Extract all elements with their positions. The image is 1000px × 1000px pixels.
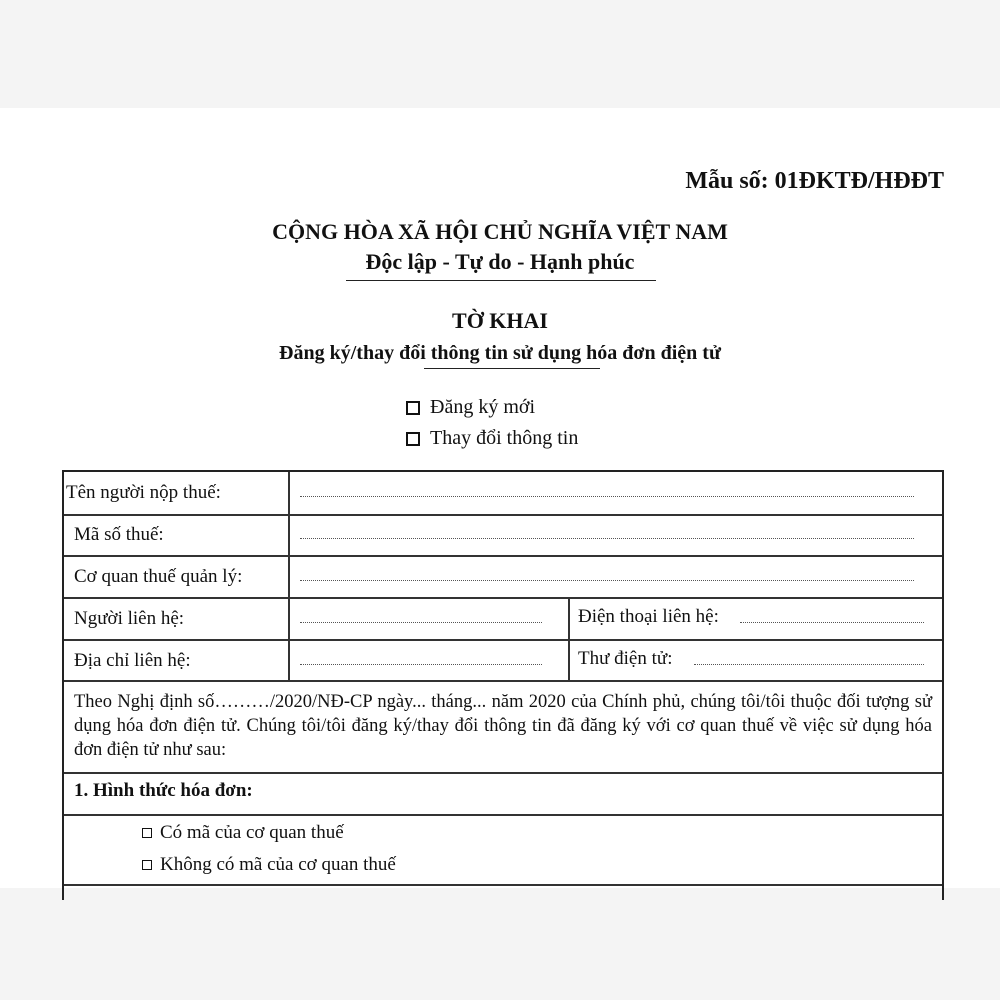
national-title: CỘNG HÒA XÃ HỘI CHỦ NGHĨA VIỆT NAM — [272, 219, 728, 244]
option-label: Đăng ký mới — [430, 396, 536, 418]
contact-person-field[interactable] — [300, 622, 542, 623]
row-divider — [64, 597, 942, 599]
row-divider — [64, 814, 942, 816]
choice-label: Có mã của cơ quan thuế — [160, 822, 344, 843]
option-register-new[interactable] — [406, 396, 535, 419]
checkbox-icon[interactable] — [142, 860, 152, 870]
choice-with-tax-code[interactable] — [142, 822, 344, 844]
row-divider — [64, 772, 942, 774]
email-field[interactable] — [694, 664, 924, 665]
subtitle-underline — [424, 368, 600, 369]
checkbox-icon[interactable] — [406, 401, 420, 415]
contact-address-field[interactable] — [300, 664, 542, 665]
tax-code-label: Mã số thuế: — [74, 524, 164, 545]
contact-phone-field[interactable] — [740, 622, 924, 623]
document-subtitle: Đăng ký/thay đổi thông tin sử dụng hóa đơn điện tử — [279, 342, 721, 364]
email-label: Thư điện tử: — [578, 648, 673, 669]
contact-person-label: Người liên hệ: — [74, 608, 185, 629]
choice-label: Không có mã của cơ quan thuế — [160, 854, 396, 875]
option-change-info[interactable] — [406, 427, 578, 450]
taxpayer-name-label: Tên người nộp thuế: — [66, 482, 221, 503]
document-title: TỜ KHAI — [452, 308, 548, 333]
checkbox-icon[interactable] — [406, 432, 420, 446]
section-invoice-type-title: 1. Hình thức hóa đơn: — [74, 780, 253, 801]
tax-code-field[interactable] — [300, 538, 914, 539]
row-divider — [64, 639, 942, 641]
national-motto: Độc lập - Tự do - Hạnh phúc — [365, 249, 635, 274]
contact-phone-label: Điện thoại liên hệ: — [578, 606, 719, 627]
option-label: Thay đổi thông tin — [430, 427, 579, 449]
contact-address-label: Địa chỉ liên hệ: — [74, 650, 191, 671]
tax-authority-field[interactable] — [300, 580, 914, 581]
choice-without-tax-code[interactable] — [142, 854, 396, 876]
declaration-paragraph: Theo Nghị định số………/2020/NĐ-CP ngày... tháng... năm 2020 của Chính phủ, chúng tôi/tôi thuộc đối tượng sử dụng hóa đơn điện tử. Chúng tôi/tôi đăng ký/thay đổi thông tin đã đăng ký với cơ quan thuế về việc sử dụng hóa đơn điện tử như sau: — [74, 692, 932, 760]
taxpayer-name-field[interactable] — [300, 496, 914, 497]
form-code: Mẫu số: 01ĐKTĐ/HĐĐT — [685, 168, 944, 194]
column-divider — [288, 472, 290, 680]
motto-underline — [346, 280, 656, 281]
row-divider — [64, 884, 942, 886]
row-divider — [64, 555, 942, 557]
row-divider — [64, 680, 942, 682]
tax-authority-label: Cơ quan thuế quản lý: — [74, 566, 243, 587]
form-table — [62, 470, 944, 900]
column-divider — [568, 597, 570, 680]
row-divider — [64, 514, 942, 516]
checkbox-icon[interactable] — [142, 828, 152, 838]
